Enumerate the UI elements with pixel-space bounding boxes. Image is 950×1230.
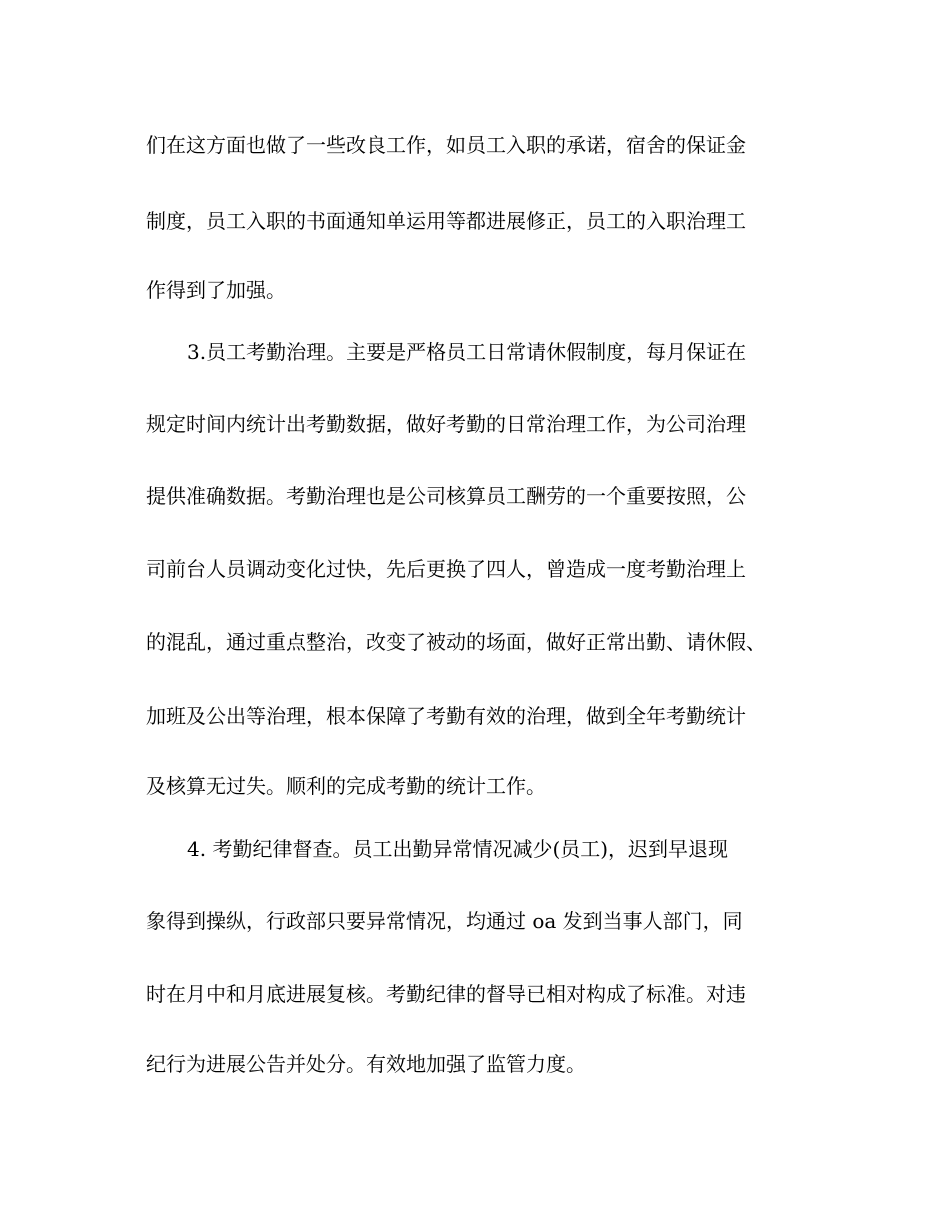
paragraph-start-line: 4. 考勤纪律督查。员工出勤异常情况减少(员工)，迟到早退现 xyxy=(187,837,729,861)
text-line: 时在月中和月底进展复核。考勤纪律的督导已相对构成了标准。对违 xyxy=(146,982,746,1006)
text-line: 司前台人员调动变化过快，先后更换了四人，曾造成一度考勤治理上 xyxy=(146,557,746,581)
text-line: 象得到操纵，行政部只要异常情况，均通过 oa 发到当事人部门，同 xyxy=(146,909,743,933)
text-line: 提供准确数据。考勤治理也是公司核算员工酬劳的一个重要按照，公 xyxy=(146,484,746,508)
text-line: 作得到了加强。 xyxy=(146,278,286,302)
text-line: 们在这方面也做了一些改良工作，如员工入职的承诺，宿舍的保证金 xyxy=(146,133,746,157)
text-line: 规定时间内统计出考勤数据，做好考勤的日常治理工作，为公司治理 xyxy=(146,412,746,436)
text-line: 的混乱，通过重点整治，改变了被动的场面，做好正常出勤、请休假、 xyxy=(146,630,766,654)
text-line: 加班及公出等治理，根本保障了考勤有效的治理，做到全年考勤统计 xyxy=(146,704,746,728)
text-line: 制度，员工入职的书面通知单运用等都进展修正，员工的入职治理工 xyxy=(146,209,746,233)
text-line: 纪行为进展公告并处分。有效地加强了监管力度。 xyxy=(146,1052,586,1076)
text-line: 及核算无过失。顺利的完成考勤的统计工作。 xyxy=(146,774,546,798)
paragraph-start-line: 3.员工考勤治理。主要是严格员工日常请休假制度，每月保证在 xyxy=(187,340,747,364)
